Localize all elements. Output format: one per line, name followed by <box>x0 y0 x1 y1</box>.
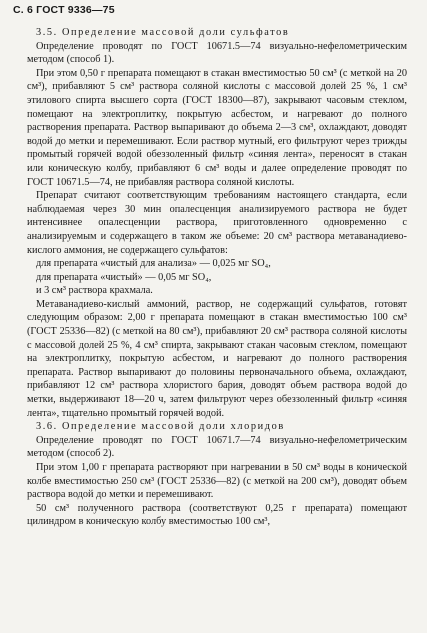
paragraph: 50 см³ полученного раствора (соответствуют 0,25 г препарата) помещают цилиндром в коническую колбу вместимостью 100 см³, <box>27 502 407 528</box>
paragraph: При этом 1,00 г препарата растворяют при нагревании в 50 см³ воды в конической колбе вместимостью 250 см³ (ГОСТ 25336—82) (с меткой на 200 см³), доводят объем раствора водой до метки и перемешивают. <box>27 462 407 501</box>
paragraph: Препарат считают соответствующим требованиям настоящего стандарта, если наблюдаемая через 30 мин опалесценция анализируемого раствора не будет интенсивнее опалесценции раствора, приготовленного одновременно с анализируемым и содержащего в таком же объеме: 20 см³ раствора метаванадиево-кислого аммония, не содержащего сульфатов: <box>27 190 407 256</box>
document-body <box>27 26 407 529</box>
list-item: и 3 см³ раствора крахмала. <box>36 285 153 297</box>
paragraph: При этом 0,50 г препарата помещают в стакан вместимостью 50 см³ (с меткой на 20 см³), прибавляют 5 см³ раствора соляной кислоты с массовой долей 25 %, 1 см³ этилового спирта высшего сорта (ГОСТ 18300—87), закрывают часовым стеклом, помещают на электроплитку, покрытую асбестом, и нагревают до полного растворения препарата. Раствор выпаривают до объема 2—3 см³, охлаждают, доводят водой до метки и перемешивают. Если раствор мутный, его фильтруют через трижды промытый горячей водой обеззоленный фильтр «синяя лента», переносят в стакан или коническую колбу, прибавляют 6 см³ воды и далее определение проводят по ГОСТ 10671.5—74, не прибавляя раствора соляной кислоты. <box>27 67 407 188</box>
paragraph: Определение проводят по ГОСТ 10671.5—74 визуально-нефелометрическим методом (способ 1). <box>27 40 407 66</box>
list-item: для препарата «чистый» — 0,05 мг SO₄, <box>36 271 212 283</box>
page-header: С. 6 ГОСТ 9336—75 <box>13 4 115 16</box>
section-heading-sulfates: 3.5. Определение массовой доли сульфатов <box>36 27 290 38</box>
paragraph: Метаванадиево-кислый аммоний, раствор, не содержащий сульфатов, готовят следующим образом: 2,00 г препарата помещают в стакан вместимостью 100 см³ (ГОСТ 25336—82) (с меткой на 80 см³), прибавляют 20 см³ раствора соляной кислоты с массовой долей 25 %, 4 см³ спирта, закрывают стакан часовым стеклом, помещают на электроплитку, покрытую асбестом, и нагревают до полного растворения препарата. Раствор выпаривают до половины первоначального объема, охлаждают, прибавляют 12 см³ раствора хлористого бария, доводят объем раствора водой до метки, выдерживают 18—20 ч, затем фильтруют через обеззоленный фильтр «синяя лента», тщательно промытый горячей водой. <box>27 298 407 419</box>
list-item: для препарата «чистый для анализа» — 0,025 мг SO₄, <box>36 258 271 270</box>
section-heading-chlorides: 3.6. Определение массовой доли хлоридов <box>36 421 285 433</box>
paragraph: Определение проводят по ГОСТ 10671.7—74 визуально-нефелометрическим методом (способ 2). <box>27 434 407 460</box>
